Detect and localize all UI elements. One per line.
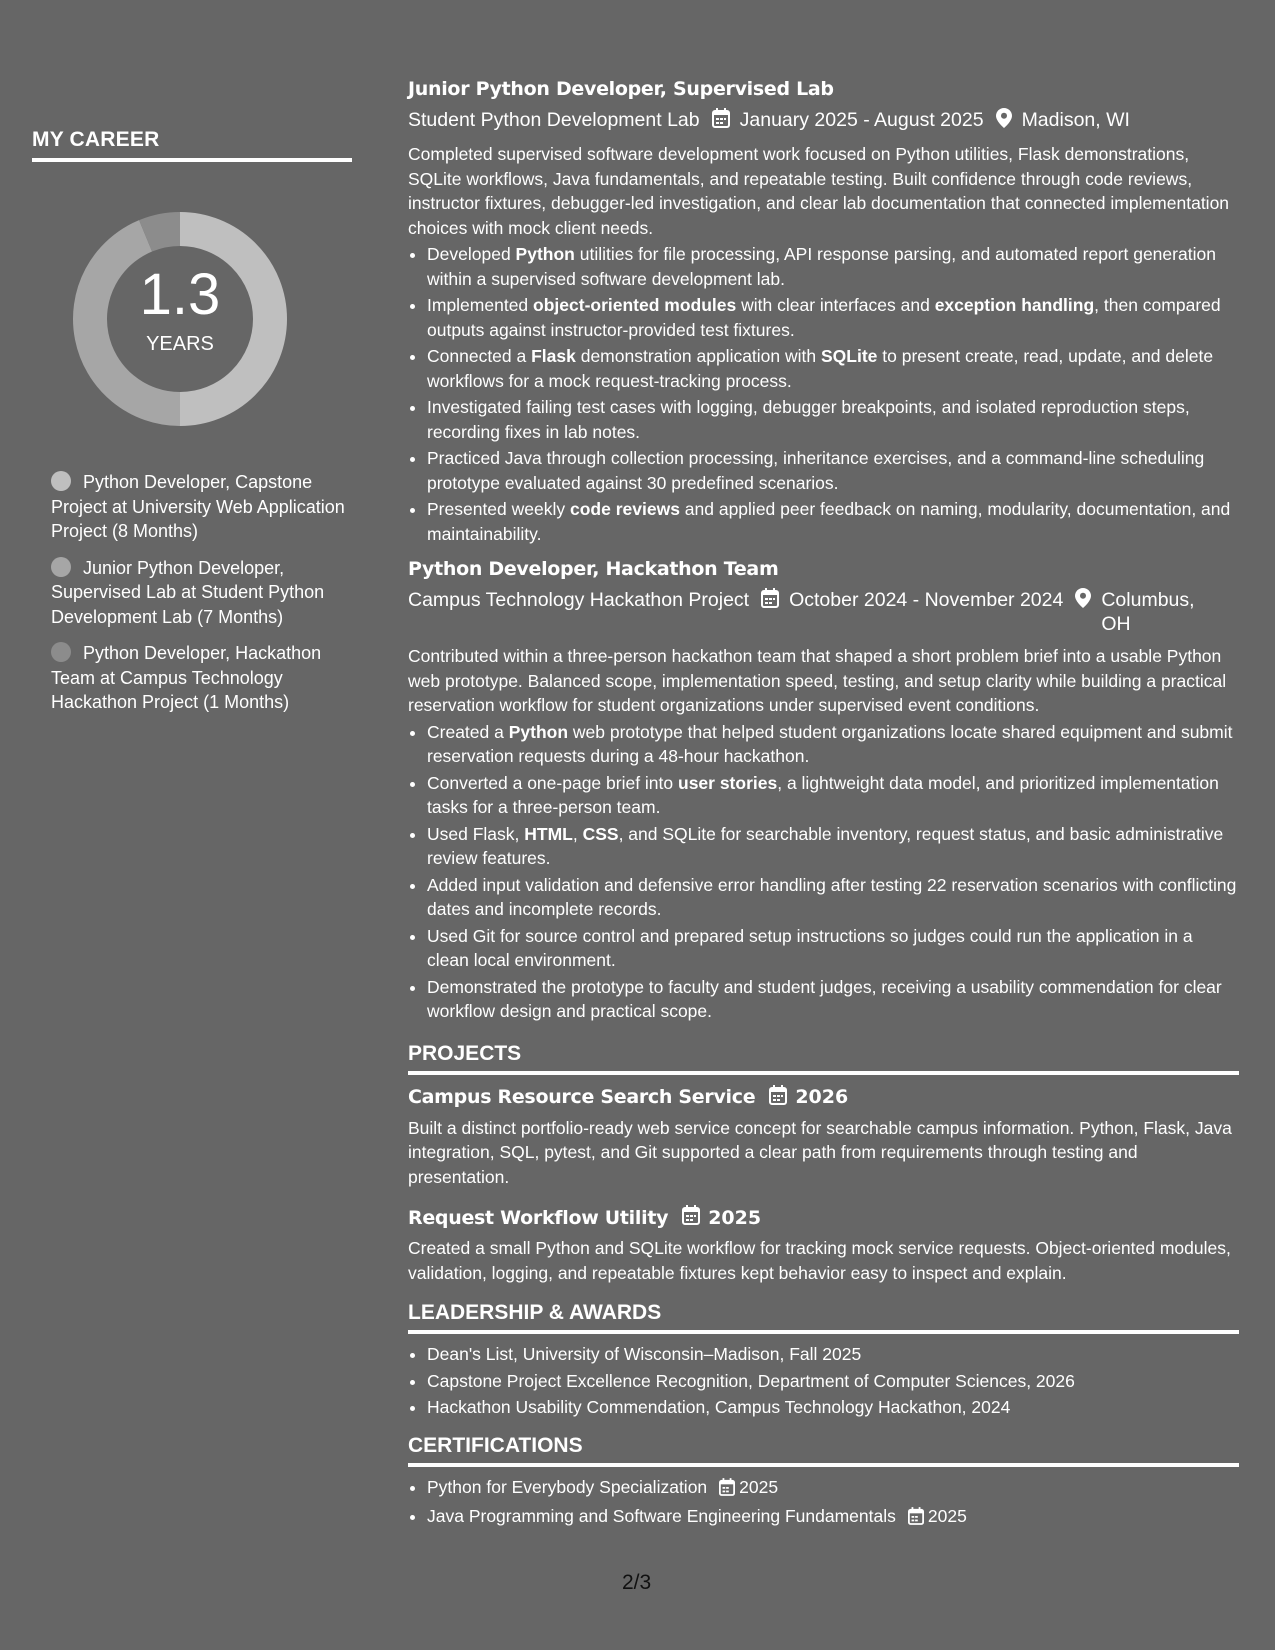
project-description: Built a distinct portfolio-ready web service concept for searchable campus information. Python, Flask, Java integration, SQL, pytest, and Git supported a clear path from requirements through testing and presentation. — [408, 1117, 1232, 1187]
job-company: Campus Technology Hackathon Project — [408, 589, 750, 611]
leadership-item: • Capstone Project Excellence Recognition, Department of Computer Sciences, 2026 — [427, 1369, 1239, 1394]
donut-unit: YEARS — [146, 333, 214, 355]
job-location: Columbus, OH — [1101, 589, 1195, 635]
career-legend-item — [51, 641, 351, 715]
job-dates: October 2024 - November 2024 — [789, 589, 1064, 611]
certification-name: Java Programming and Software Engineering Fundamentals — [427, 1506, 896, 1526]
project-title: Campus Resource Search Service — [408, 1086, 756, 1108]
bullet-item: • Demonstrated the prototype to faculty and student judges, receiving a usability commendation for clear workflow design and practical scope. — [427, 975, 1239, 1024]
career-legend — [51, 470, 351, 715]
career-legend-item — [51, 470, 351, 544]
legend-dot-icon — [51, 471, 71, 491]
certification-name: Python for Everybody Specialization — [427, 1476, 708, 1497]
leadership-section — [408, 1301, 1239, 1420]
job-meta — [408, 588, 1239, 636]
calendar-icon — [769, 1085, 787, 1110]
job-dates: January 2025 - August 2025 — [739, 109, 984, 131]
calendar-icon — [712, 108, 730, 134]
certification-year: 2025 — [739, 1476, 779, 1497]
job-bullets — [408, 242, 1239, 546]
job-bullets — [408, 720, 1239, 1024]
bullet-item: • Practiced Java through collection processing, inheritance exercises, and a command-line scheduling prototype evaluated against 30 predefined scenarios. — [427, 446, 1239, 495]
bullet-item: • Used Flask, HTML, CSS, and SQLite for searchable inventory, request status, and basic administrative review features. — [427, 822, 1239, 871]
certification-year: 2025 — [927, 1506, 967, 1526]
career-legend-text: Python Developer, Capstone Project at University Web Application Project (8 Months) — [51, 472, 345, 541]
certifications-list — [408, 1475, 1239, 1532]
bullet-item: • Converted a one-page brief into user stories, a lightweight data model, and prioritized implementation tasks for a three-person team. — [427, 771, 1239, 820]
career-legend-item — [51, 556, 351, 630]
bullet-item: • Implemented object-oriented modules with clear interfaces and exception handling, then compared outputs against instructor-provided test fixtures. — [427, 293, 1239, 342]
certification-item — [427, 1475, 1239, 1503]
bullet-item: • Developed Python utilities for file processing, API response parsing, and automated report generation within a supervised software development lab. — [427, 242, 1239, 291]
donut-value: 1.3 — [139, 262, 221, 327]
calendar-icon — [682, 1205, 700, 1230]
leadership-heading: LEADERSHIP & AWARDS — [408, 1301, 1239, 1334]
job-meta — [408, 108, 1239, 134]
certifications-section — [408, 1434, 1239, 1532]
job-title: Junior Python Developer, Supervised Lab — [408, 78, 834, 100]
job-title: Python Developer, Hackathon Team — [408, 558, 779, 580]
projects-section — [408, 1042, 1239, 1286]
donut-center — [67, 206, 293, 432]
leadership-item: • Hackathon Usability Commendation, Campus Technology Hackathon, 2024 — [427, 1395, 1239, 1420]
legend-dot-icon — [51, 642, 71, 662]
bullet-item: • Added input validation and defensive error handling after testing 22 reservation scenarios with conflicting dates and incomplete records. — [427, 873, 1239, 922]
location-pin-icon — [996, 108, 1012, 134]
calendar-icon — [761, 588, 779, 614]
project-description: Created a small Python and SQLite workflow for tracking mock service requests. Object-oriented modules, validation, logging, and repeatable fixtures kept behavior easy to inspect and explain. — [408, 1238, 1231, 1283]
job-company: Student Python Development Lab — [408, 109, 700, 131]
job-entry — [408, 78, 1239, 546]
bullet-item: • Investigated failing test cases with logging, debugger breakpoints, and isolated reproduction steps, recording fixes in lab notes. — [427, 395, 1239, 444]
sidebar — [32, 128, 352, 727]
project-year: 2025 — [708, 1206, 762, 1229]
job-location: Madison, WI — [1021, 109, 1130, 131]
calendar-icon — [908, 1507, 924, 1532]
career-legend-text: Junior Python Developer, Supervised Lab at Student Python Development Lab (7 Months) — [51, 557, 325, 627]
career-donut-chart — [67, 206, 293, 432]
job-entry — [408, 558, 1239, 1024]
location-pin-icon — [1075, 588, 1091, 614]
project-header — [408, 1205, 1239, 1230]
bullet-item: • Used Git for source control and prepared setup instructions so judges could run the application in a clean local environment. — [427, 924, 1239, 973]
bullet-item: • Presented weekly code reviews and applied peer feedback on naming, modularity, documentation, and maintainability. — [427, 497, 1239, 546]
career-legend-text: Python Developer, Hackathon Team at Campus Technology Hackathon Project (1 Months) — [51, 643, 322, 712]
leadership-list — [408, 1342, 1239, 1420]
project-year: 2026 — [795, 1086, 849, 1108]
job-description: Completed supervised software development work focused on Python utilities, Flask demonstrations, SQLite workflows, Java fundamentals, and repeatable testing. Built confidence through code reviews, instructor fixtures, debugger-led investigation, and clear lab documentation that connected implementation choices with mock client needs. — [408, 144, 1230, 238]
bullet-item: • Connected a Flask demonstration application with SQLite to present create, read, update, and delete workflows for a mock request-tracking process. — [427, 344, 1239, 393]
certifications-heading: CERTIFICATIONS — [408, 1434, 1239, 1467]
legend-dot-icon — [51, 557, 71, 577]
certification-item — [427, 1504, 1239, 1532]
job-description: Contributed within a three-person hackathon team that shaped a short problem brief into a usable Python web prototype. Balanced scope, implementation speed, testing, and setup clarity while building a practical reservation workflow for student organizations under supervised event conditions. — [408, 646, 1227, 715]
bullet-item: • Created a Python web prototype that helped student organizations locate shared equipment and submit reservation requests during a 48-hour hackathon. — [427, 720, 1239, 769]
leadership-item: • Dean's List, University of Wisconsin–Madison, Fall 2025 — [427, 1342, 1239, 1367]
calendar-icon — [719, 1478, 735, 1503]
main-content — [408, 78, 1239, 1534]
page-number: 2/3 — [622, 1571, 652, 1594]
career-heading: MY CAREER — [32, 128, 352, 162]
projects-heading: PROJECTS — [408, 1042, 1239, 1075]
project-header — [408, 1085, 1239, 1110]
project-title: Request Workflow Utility — [408, 1206, 669, 1229]
